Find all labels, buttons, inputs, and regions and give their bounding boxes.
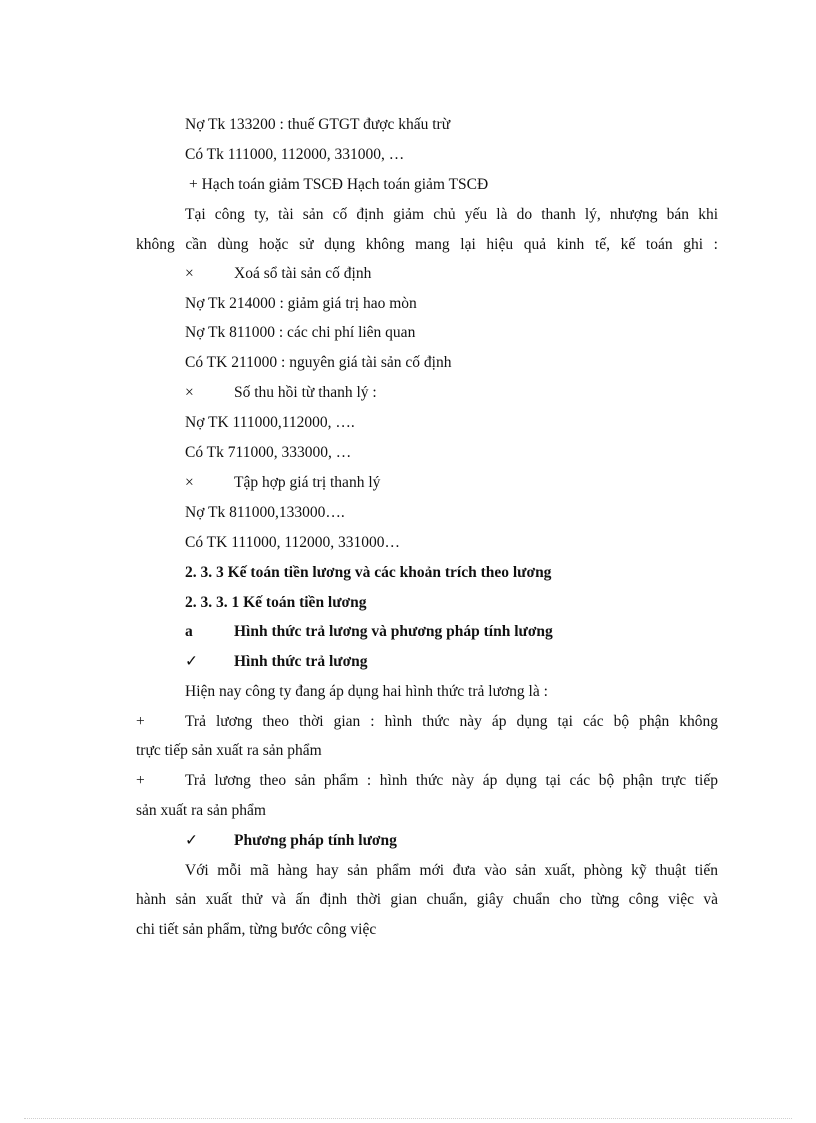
bullet-text: Xoá sổ tài sản cố định [234,265,372,282]
heading-text: Hình thức trả lương [234,653,368,670]
bullet-item-time-pay [136,711,718,733]
cross-bullet: × [185,384,194,401]
bullet-item-product-pay [136,770,718,792]
bullet-text: Tập hợp giá trị thanh lý [234,474,381,491]
section-heading-2-3-3-1: 2. 3. 3. 1 Kế toán tiền lương [185,594,367,611]
entry-debit-811000-133000: Nợ Tk 811000,133000…. [185,504,345,521]
bullet-item-recovery [185,382,767,404]
paragraph-line: Với mỗi mã hàng hay sản phẩm mới đưa vào sản xuất, phòng kỹ thuật tiến [185,862,718,879]
bullet-text: Trả lương theo thời gian : hình thức này áp dụng tại các bộ phận không [185,713,718,730]
entry-credit-111000-b: Có TK 111000, 112000, 331000… [185,534,400,551]
paragraph-line: Hiện nay công ty đang áp dụng hai hình thức trả lương là : [185,683,548,700]
entry-debit-811000: Nợ Tk 811000 : các chi phí liên quan [185,324,416,341]
page-bottom-divider [24,1118,792,1119]
cross-bullet: × [185,265,194,282]
check-icon: ✓ [185,832,198,849]
plus-bullet: + [136,772,145,789]
bullet-text: Trả lương theo sản phẩm : hình thức này áp dụng tại các bộ phận trực tiếp [185,772,718,789]
entry-debit-111000: Nợ TK 111000,112000, …. [185,414,355,431]
heading-marker: a [185,623,193,640]
plus-bullet: + [136,713,145,730]
subsection-heading-calc-method [185,830,767,852]
section-heading-2-3-3: 2. 3. 3 Kế toán tiền lương và các khoản trích theo lương [185,564,552,581]
entry-debit-214000: Nợ Tk 214000 : giảm giá trị hao mòn [185,295,417,312]
paragraph-line: chi tiết sản phẩm, từng bước công việc [136,921,377,938]
paragraph-line: không cần dùng hoặc sử dụng không mang lại hiệu quả kinh tế, kế toán ghi : [136,236,718,253]
entry-debit-133200: Nợ Tk 133200 : thuế GTGT được khấu trừ [185,116,451,133]
bullet-item-liquidation [185,472,767,494]
bullet-text: Số thu hồi từ thanh lý : [234,384,377,401]
check-icon: ✓ [185,653,198,670]
entry-credit-211000: Có TK 211000 : nguyên giá tài sản cố định [185,354,452,371]
paragraph-line: trực tiếp sản xuất ra sản phẩm [136,742,322,759]
cross-bullet: × [185,474,194,491]
subsection-heading-pay-forms [185,651,767,673]
heading-text: Phương pháp tính lương [234,832,397,849]
entry-credit-111000: Có Tk 111000, 112000, 331000, … [185,146,405,163]
heading-text: Hình thức trả lương và phương pháp tính lương [234,623,553,640]
bullet-item-write-off [185,263,767,285]
paragraph-line: sản xuất ra sản phẩm [136,802,266,819]
subsection-heading-a [185,621,767,643]
paragraph-line: Tại công ty, tài sản cố định giảm chủ yếu là do thanh lý, nhượng bán khi [185,206,718,223]
subheading-asset-reduction: + Hạch toán giảm TSCĐ Hạch toán giảm TSCĐ [189,176,489,193]
entry-credit-711000: Có Tk 711000, 333000, … [185,444,352,461]
paragraph-line: hành sản xuất thử và ấn định thời gian chuẩn, giây chuẩn cho từng công việc và [136,891,718,908]
